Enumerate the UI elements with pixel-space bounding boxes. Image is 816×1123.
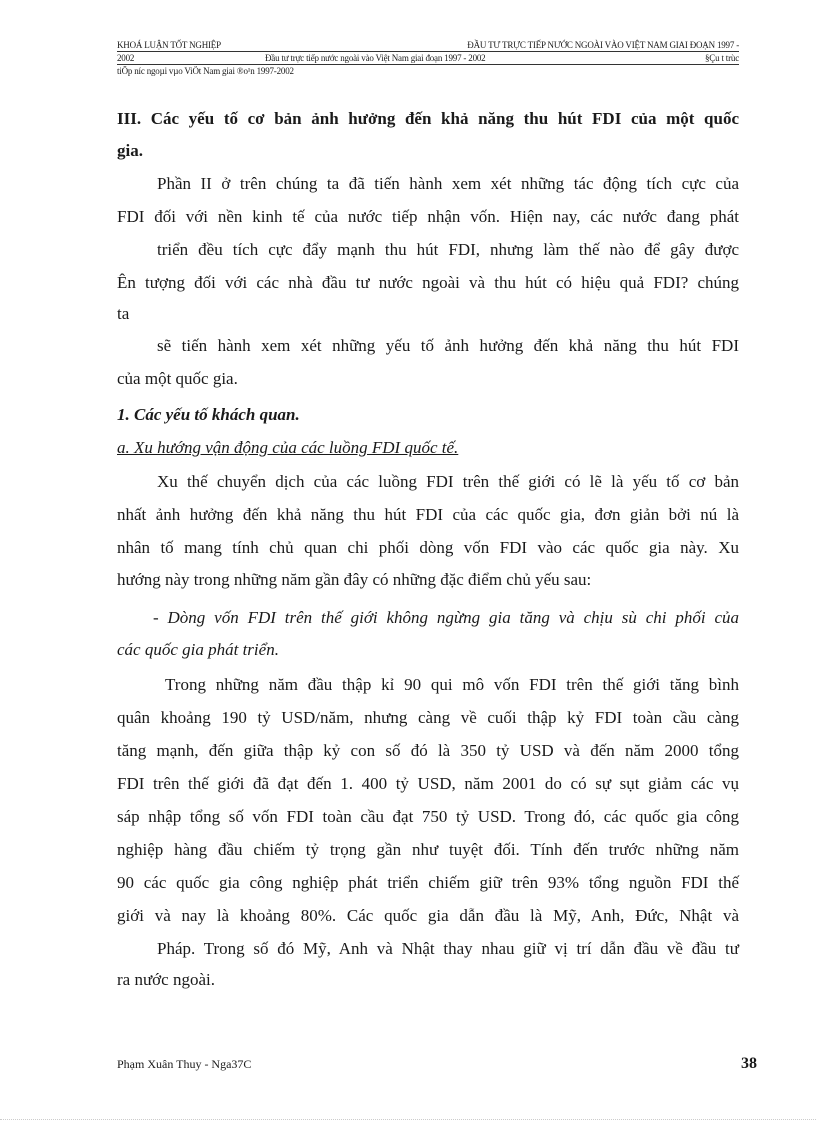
subsubsection-heading: a. Xu hướng vận động của các luồng FDI quốc tế. bbox=[117, 438, 459, 457]
header-garbled-line: tiÕp níc ngoµi vµo ViÖt Nam giai ®o¹n 1997-2002 bbox=[117, 66, 294, 76]
paragraph-line: hướng này trong những năm gần đây có những đặc điểm chủ yếu sau: bbox=[117, 570, 592, 589]
header-rule bbox=[117, 51, 739, 52]
header-subtitle: Đầu tư trực tiếp nước ngoài vào Việt Nam giai đoạn 1997 - 2002 bbox=[265, 53, 486, 63]
paragraph-line: Pháp. Trong số đó Mỹ, Anh và Nhật thay nhau giữ vị trí dẫn đầu về đầu tư bbox=[157, 939, 739, 958]
subsection-heading: 1. Các yếu tố khách quan. bbox=[117, 405, 300, 424]
header-year: 2002 bbox=[117, 53, 135, 63]
section-heading: III. Các yếu tố cơ bản ảnh hưởng đến khả năng thu hút FDI của một quốc bbox=[117, 109, 739, 128]
header-right: ĐẦU TƯ TRỰC TIẾP NƯỚC NGOÀI VÀO VIỆT NAM GIAI ĐOẠN 1997 - bbox=[467, 40, 739, 50]
paragraph-line: 90 các quốc gia công nghiệp phát triển chiếm giữ trên 93% tổng nguồn FDI thế bbox=[117, 873, 739, 892]
header-left: KHOÁ LUẬN TỐT NGHIỆP bbox=[117, 40, 221, 50]
page-bottom-border bbox=[0, 1119, 816, 1120]
bullet-line: - Dòng vốn FDI trên thế giới không ngừng gia tăng và chịu sù chi phối của bbox=[153, 608, 739, 627]
paragraph-line: Ên tượng đối với các nhà đầu tư nước ngoài và thu hút có hiệu quả FDI? chúng bbox=[117, 273, 739, 292]
paragraph-line: triển đều tích cực đẩy mạnh thu hút FDI, nhưng làm thế nào để gây được bbox=[157, 240, 739, 259]
paragraph-line: FDI trên thế giới đã đạt đến 1. 400 tỷ USD, năm 2001 do có sự sụt giảm các vụ bbox=[117, 774, 739, 793]
bullet-line: các quốc gia phát triển. bbox=[117, 640, 279, 659]
paragraph-line: sáp nhập tổng số vốn FDI toàn cầu đạt 750 tỷ USD. Trong đó, các quốc gia công bbox=[117, 807, 739, 826]
paragraph-line: Trong những năm đầu thập kỉ 90 qui mô vốn FDI trên thế giới tăng bình bbox=[165, 675, 739, 694]
paragraph-line: quân khoảng 190 tỷ USD/năm, nhưng càng về cuối thập kỷ FDI toàn cầu càng bbox=[117, 708, 739, 727]
paragraph-line: sẽ tiến hành xem xét những yếu tố ảnh hưởng đến khả năng thu hút FDI bbox=[157, 336, 739, 355]
paragraph-line: FDI đối với nền kinh tế của nước tiếp nhận vốn. Hiện nay, các nước đang phát bbox=[117, 207, 739, 226]
header-garbled-right: §Çu t trùc bbox=[705, 53, 739, 63]
page-number: 38 bbox=[741, 1055, 757, 1072]
paragraph-line: tăng mạnh, đến giữa thập kỷ con số đó là 350 tỷ USD và đến năm 2000 tổng bbox=[117, 741, 739, 760]
paragraph-line: giới và nay là khoảng 80%. Các quốc gia dẫn đầu là Mỹ, Anh, Đức, Nhật và bbox=[117, 906, 739, 925]
paragraph-line: của một quốc gia. bbox=[117, 369, 238, 388]
paragraph-line: Xu thế chuyển dịch của các luồng FDI trên thế giới có lẽ là yếu tố cơ bản bbox=[157, 472, 739, 491]
paragraph-line: ra nước ngoài. bbox=[117, 970, 215, 989]
paragraph-line: nghiệp hàng đầu chiếm tỷ trọng gần như tuyệt đối. Tính đến trước những năm bbox=[117, 840, 739, 859]
paragraph-line: nhất ảnh hưởng đến khả năng thu hút FDI của các quốc gia, đơn giản bởi nú là bbox=[117, 505, 739, 524]
header-rule-2 bbox=[117, 64, 739, 65]
section-heading-cont: gia. bbox=[117, 141, 143, 160]
paragraph-line: ta bbox=[117, 304, 130, 323]
paragraph-line: Phần II ở trên chúng ta đã tiến hành xem xét những tác động tích cực của bbox=[157, 174, 739, 193]
footer-author: Phạm Xuân Thuy - Nga37C bbox=[117, 1057, 252, 1071]
paragraph-line: nhân tố mang tính chủ quan chi phối dòng vốn FDI vào các quốc gia này. Xu bbox=[117, 538, 739, 557]
